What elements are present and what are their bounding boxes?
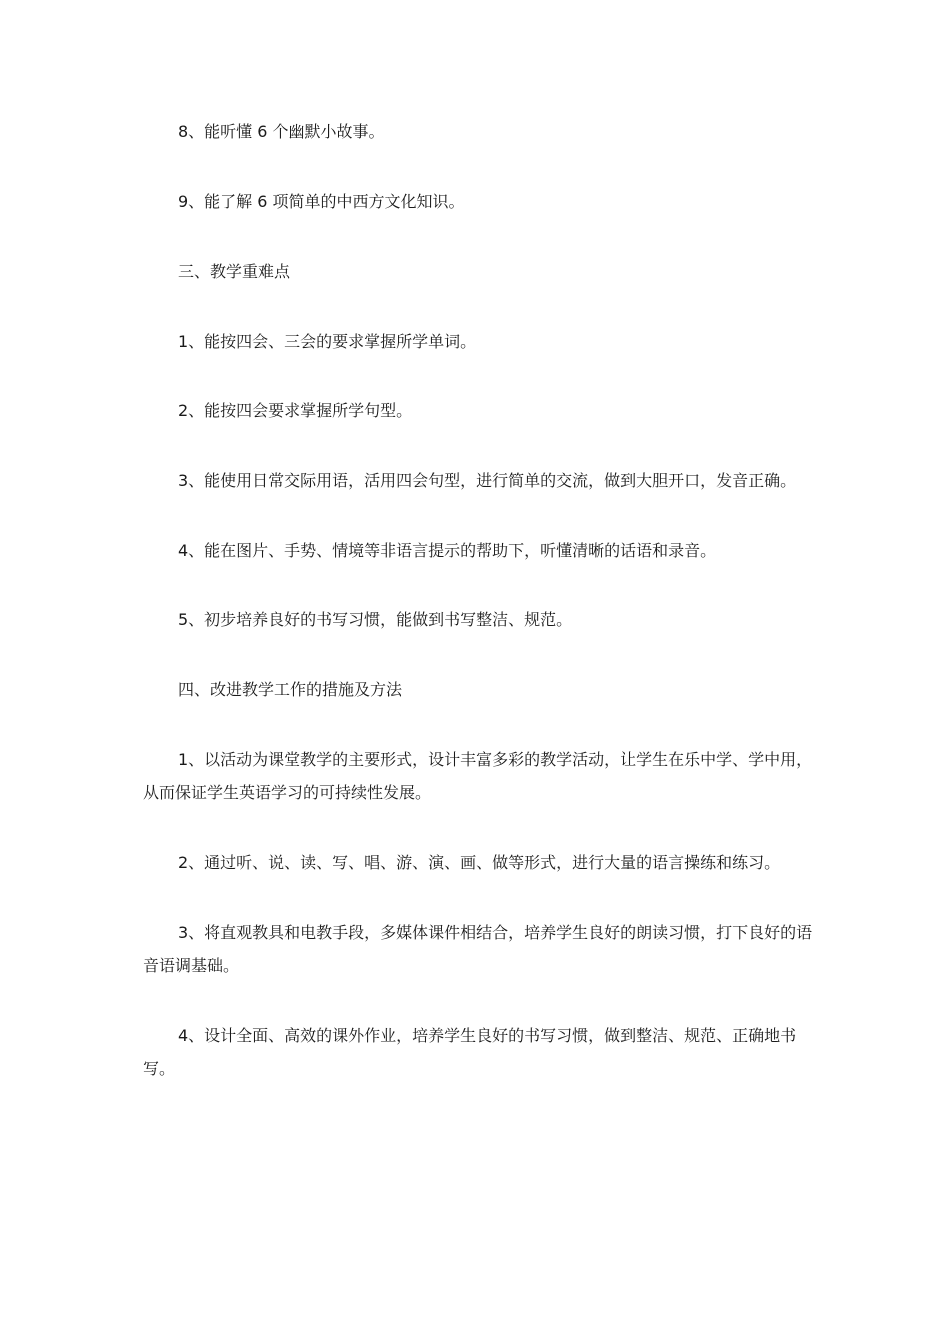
measure-item-4: 4、设计全面、高效的课外作业，培养学生良好的书写习惯，做到整洁、规范、正确地书写。 [143,1026,797,1078]
list-item-8: 8、能听懂 6 个幽默小故事。 [178,122,385,141]
list-item-5: 5、初步培养良好的书写习惯，能做到书写整洁、规范。 [178,610,573,629]
list-item-3: 3、能使用日常交际用语，活用四会句型，进行简单的交流，做到大胆开口，发音正确。 [178,471,797,490]
list-item-4: 4、能在图片、手势、情境等非语言提示的帮助下，听懂清晰的话语和录音。 [178,541,717,560]
list-item-9: 9、能了解 6 项简单的中西方文化知识。 [178,192,465,211]
section-heading-4: 四、改进教学工作的措施及方法 [178,680,403,699]
section-heading-3: 三、教学重难点 [178,262,291,281]
list-item-1: 1、能按四会、三会的要求掌握所学单词。 [178,332,477,351]
measure-item-1: 1、以活动为课堂教学的主要形式，设计丰富多彩的教学活动，让学生在乐中学、学中用，从而保证学生英语学习的可持续性发展。 [143,750,813,802]
measure-item-2: 2、通过听、说、读、写、唱、游、演、画、做等形式，进行大量的语言操练和练习。 [178,853,781,872]
list-item-2: 2、能按四会要求掌握所学句型。 [178,401,413,420]
measure-item-3: 3、将直观教具和电教手段，多媒体课件相结合，培养学生良好的朗读习惯，打下良好的语音语调基础。 [143,923,813,975]
